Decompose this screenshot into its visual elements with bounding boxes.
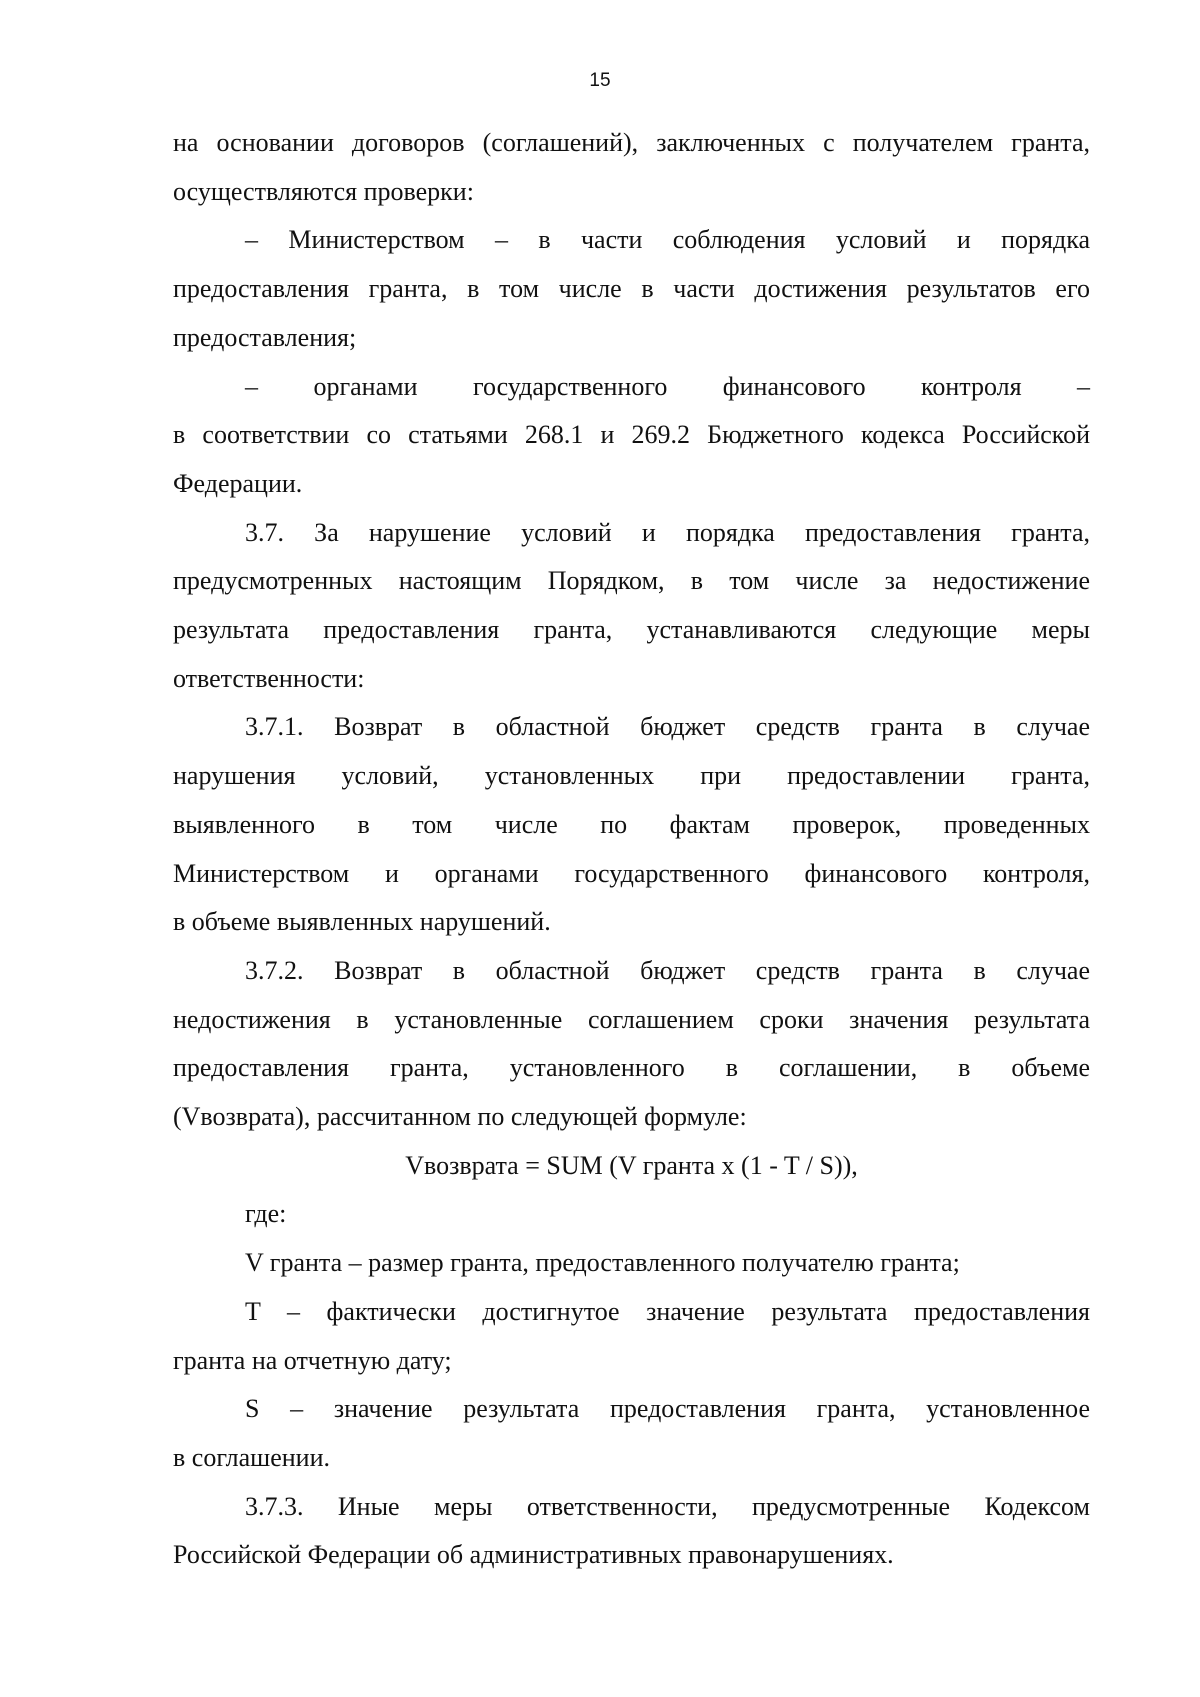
text-line: результата предоставления гранта, устанавливаются следующие меры — [173, 615, 1090, 645]
text-line: – Министерством – в части соблюдения условий и порядка — [245, 225, 1090, 255]
text-line: в объеме выявленных нарушений. — [173, 907, 551, 937]
text-line: предусмотренных настоящим Порядком, в том числе за недостижение — [173, 566, 1090, 596]
text-line: осуществляются проверки: — [173, 176, 474, 206]
text-line: V гранта – размер гранта, предоставленного получателю гранта; — [245, 1248, 960, 1278]
text-line: Федерации. — [173, 468, 303, 498]
text-line: – органами государственного финансового контроля – — [245, 371, 1090, 401]
text-line: в соглашении. — [173, 1442, 330, 1472]
text-line: 3.7. За нарушение условий и порядка предоставления гранта, — [245, 517, 1090, 547]
page-number: 15 — [589, 70, 611, 91]
text-line: предоставления; — [173, 322, 357, 352]
text-line: (Vвозврата), рассчитанном по следующей формуле: — [173, 1102, 747, 1132]
text-line: 3.7.3. Иные меры ответственности, предусмотренные Кодексом — [245, 1491, 1090, 1521]
text-line: в соответствии со статьями 268.1 и 269.2 Бюджетного кодекса Российской — [173, 420, 1090, 450]
text-line: нарушения условий, установленных при предоставлении гранта, — [173, 761, 1090, 791]
text-line: предоставления гранта, установленного в соглашении, в объеме — [173, 1053, 1090, 1083]
text-line: гранта на отчетную дату; — [173, 1345, 452, 1375]
text-line: Российской Федерации об административных правонарушениях. — [173, 1540, 894, 1570]
text-line: выявленного в том числе по фактам проверок, проведенных — [173, 809, 1090, 839]
formula: Vвозврата = SUM (V гранта x (1 - T / S)), — [405, 1150, 858, 1180]
text-line: предоставления гранта, в том числе в части достижения результатов его — [173, 274, 1090, 304]
text-line: недостижения в установленные соглашением сроки значения результата — [173, 1004, 1090, 1034]
text-line: S – значение результата предоставления гранта, установленное — [245, 1394, 1090, 1424]
text-line: на основании договоров (соглашений), заключенных с получателем гранта, — [173, 128, 1090, 157]
text-line: 3.7.2. Возврат в областной бюджет средств гранта в случае — [245, 955, 1090, 985]
text-line: T – фактически достигнутое значение результата предоставления — [245, 1296, 1090, 1326]
text-line: Министерством и органами государственного финансового контроля, — [173, 858, 1090, 888]
document-body — [173, 119, 1090, 1580]
text-line: 3.7.1. Возврат в областной бюджет средств гранта в случае — [245, 712, 1090, 742]
text-line: ответственности: — [173, 663, 365, 693]
text-line: где: — [245, 1199, 287, 1229]
